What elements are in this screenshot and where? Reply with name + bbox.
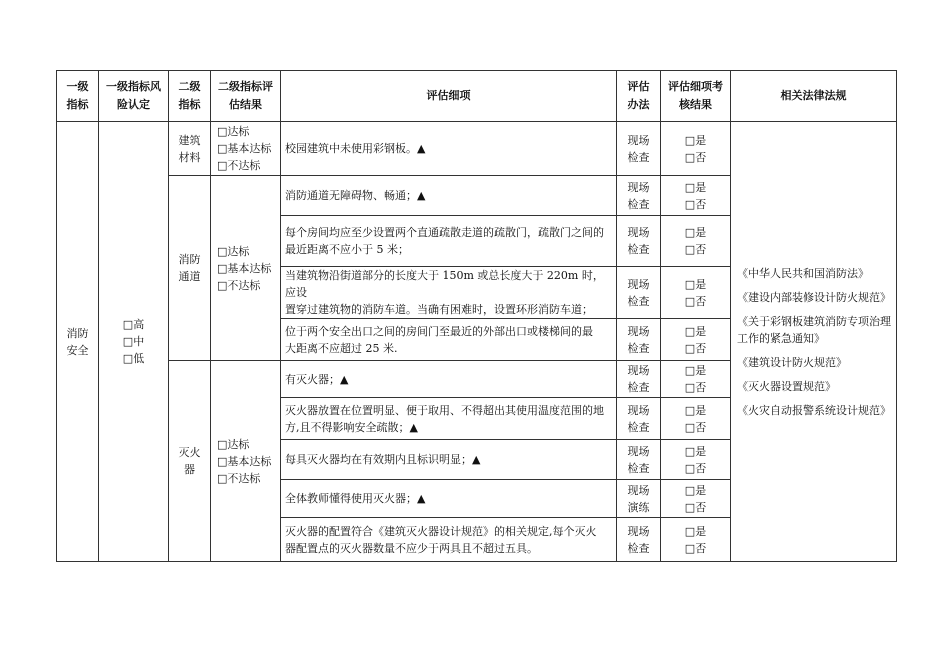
assessment-sheet (56, 70, 896, 562)
level2-result-building-materials (211, 122, 281, 176)
detail-item: 当建筑物沿街道部分的长度大于 150m 或总长度大于 220m 时，应设 置穿过建筑物的消防车道。当确有困难时，设置环形消防车道； (281, 267, 617, 319)
no-checkbox[interactable]: □否 (684, 461, 707, 475)
yes-checkbox[interactable]: □是 (684, 226, 707, 239)
result-fail-checkbox[interactable]: □不达标 (217, 471, 261, 485)
item-result-cell (661, 518, 731, 562)
level2-name-fire-lanes: 消防 通道 (169, 176, 211, 361)
no-checkbox[interactable]: □否 (684, 197, 707, 211)
yes-checkbox[interactable]: □是 (684, 524, 707, 538)
laws-cell (731, 122, 897, 562)
risk-high-checkbox[interactable]: □高 (122, 318, 145, 331)
item-result-cell (661, 176, 731, 216)
method-cell: 现场 检查 (617, 267, 661, 319)
header-item-result: 评估细项考 核结果 (661, 71, 731, 122)
method-cell: 现场 检查 (617, 122, 661, 176)
law-item: 《灭火器设置规范》 (737, 379, 836, 393)
detail-item: 每具灭火器均在有效期内且标识明显；▲ (281, 440, 617, 480)
method-cell: 现场 检查 (617, 440, 661, 480)
method-cell: 现场 检查 (617, 216, 661, 267)
law-item: 《火灾自动报警系统设计规范》 (737, 403, 891, 417)
item-result-cell (661, 480, 731, 518)
detail-item: 灭火器放置在位置明显、便于取用、不得超出其使用温度范围的地 方,且不得影响安全疏散；▲ (281, 398, 617, 440)
result-pass-checkbox[interactable]: □达标 (217, 244, 250, 258)
yes-checkbox[interactable]: □是 (684, 403, 707, 417)
no-checkbox[interactable]: □否 (684, 243, 707, 256)
fire-safety-assessment-table (56, 70, 897, 562)
law-item: 《中华人民共和国消防法》 (737, 266, 869, 280)
yes-checkbox[interactable]: □是 (684, 324, 707, 338)
detail-item: 校园建筑中未使用彩钢板。▲ (281, 122, 617, 176)
detail-item: 位于两个安全出口之间的房间门至最近的外部出口或楼梯间的最 大距离不应超过 25 米. (281, 319, 617, 361)
method-cell: 现场 检查 (617, 176, 661, 216)
item-result-cell (661, 398, 731, 440)
risk-medium-checkbox[interactable]: □中 (122, 335, 145, 348)
method-cell: 现场 检查 (617, 319, 661, 361)
header-level2-indicator: 二级 指标 (169, 71, 211, 122)
yes-checkbox[interactable]: □是 (684, 364, 707, 377)
item-result-cell (661, 122, 731, 176)
result-pass-checkbox[interactable]: □达标 (217, 125, 250, 138)
item-result-cell (661, 440, 731, 480)
header-method: 评估 办法 (617, 71, 661, 122)
level1-indicator-cell: 消防 安全 (57, 122, 99, 562)
method-cell: 现场 检查 (617, 398, 661, 440)
no-checkbox[interactable]: □否 (684, 150, 707, 164)
level2-result-extinguishers (211, 361, 281, 562)
header-laws: 相关法律法规 (731, 71, 897, 122)
method-cell: 现场 检查 (617, 518, 661, 562)
method-cell: 现场 检查 (617, 361, 661, 398)
result-basic-pass-checkbox[interactable]: □基本达标 (217, 454, 272, 468)
header-detail-items: 评估细项 (281, 71, 617, 122)
detail-item: 灭火器的配置符合《建筑灭火器设计规范》的相关规定,每个灭火 器配置点的灭火器数量不应少于两具且不超过五具。 (281, 518, 617, 562)
result-basic-pass-checkbox[interactable]: □基本达标 (217, 142, 272, 155)
item-result-cell (661, 361, 731, 398)
result-fail-checkbox[interactable]: □不达标 (217, 278, 261, 292)
header-row (57, 71, 897, 122)
level1-risk-cell (99, 122, 169, 562)
yes-checkbox[interactable]: □是 (684, 133, 707, 147)
no-checkbox[interactable]: □否 (684, 541, 707, 555)
result-fail-checkbox[interactable]: □不达标 (217, 159, 261, 172)
detail-item: 全体教师懂得使用灭火器；▲ (281, 480, 617, 518)
method-cell: 现场 演练 (617, 480, 661, 518)
item-result-cell (661, 216, 731, 267)
yes-checkbox[interactable]: □是 (684, 444, 707, 458)
yes-checkbox[interactable]: □是 (684, 277, 707, 291)
result-pass-checkbox[interactable]: □达标 (217, 437, 250, 451)
item-result-cell (661, 319, 731, 361)
detail-item: 每个房间均应至少设置两个直通疏散走道的疏散门，疏散门之间的 最近距离不应小于 5 米； (281, 216, 617, 267)
table-row (57, 122, 897, 176)
yes-checkbox[interactable]: □是 (684, 483, 707, 497)
detail-item: 消防通道无障碍物、畅通；▲ (281, 176, 617, 216)
header-level1-indicator: 一级 指标 (57, 71, 99, 122)
result-basic-pass-checkbox[interactable]: □基本达标 (217, 261, 272, 275)
yes-checkbox[interactable]: □是 (684, 180, 707, 194)
law-item: 《关于彩钢板建筑消防专项治理工作的紧急通知》 (737, 314, 891, 345)
header-level1-risk: 一级指标风 险认定 (99, 71, 169, 122)
law-item: 《建筑设计防火规范》 (737, 355, 847, 369)
law-item: 《建设内部装修设计防火规范》 (737, 290, 891, 304)
level2-result-fire-lanes (211, 176, 281, 361)
no-checkbox[interactable]: □否 (684, 294, 707, 308)
no-checkbox[interactable]: □否 (684, 500, 707, 514)
no-checkbox[interactable]: □否 (684, 341, 707, 355)
level2-name-building-materials: 建筑 材料 (169, 122, 211, 176)
risk-low-checkbox[interactable]: □低 (122, 352, 145, 365)
detail-item: 有灭火器；▲ (281, 361, 617, 398)
level2-name-extinguishers: 灭火 器 (169, 361, 211, 562)
no-checkbox[interactable]: □否 (684, 420, 707, 434)
item-result-cell (661, 267, 731, 319)
header-level2-result: 二级指标评 估结果 (211, 71, 281, 122)
no-checkbox[interactable]: □否 (684, 381, 707, 394)
